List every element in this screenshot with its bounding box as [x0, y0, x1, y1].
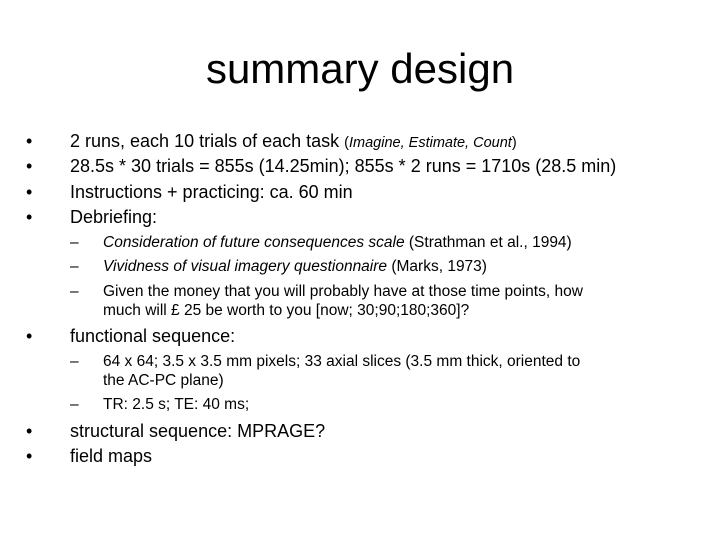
subitem-italic: Consideration of future consequences scale: [103, 234, 405, 251]
bullet-marker: •: [26, 131, 33, 151]
subitem-text: [103, 257, 703, 276]
subitem-text-line1: Given the money that you will probably have at those time points, how: [103, 283, 583, 300]
subitem-citation: (Strathman et al., 1994): [404, 234, 572, 251]
sub-bullet-marker: –: [70, 283, 79, 300]
subitem-text: [103, 233, 703, 252]
subitem-text: TR: 2.5 s; TE: 40 ms;: [103, 396, 250, 413]
bullet-text: Debriefing:: [70, 207, 158, 227]
sub-bullet-marker: –: [70, 353, 79, 370]
sub-bullet-marker: –: [70, 396, 79, 413]
paren-close: ): [511, 135, 517, 151]
slide-title: summary design: [205, 45, 515, 92]
paren-open: (: [344, 135, 349, 151]
subitem-text-line2: the AC-PC plane): [103, 372, 224, 389]
bullet-marker: •: [26, 207, 33, 227]
bullet-text: structural sequence: MPRAGE?: [70, 421, 326, 441]
bullet-marker: •: [26, 326, 33, 346]
bullet-marker: •: [26, 156, 33, 176]
task-list: Imagine, Estimate, Count: [349, 135, 512, 151]
bullet-marker: •: [26, 421, 33, 441]
subitem-citation: (Marks, 1973): [387, 258, 487, 275]
bullet-marker: •: [26, 446, 33, 466]
bullet-text: [70, 130, 710, 154]
bullet-marker: •: [26, 182, 33, 202]
bullet-main-text: 2 runs, each 10 trials of each task: [70, 131, 345, 151]
subitem-italic: Vividness of visual imagery questionnaire: [103, 258, 388, 275]
sub-bullet-marker: –: [70, 258, 79, 275]
bullet-text: field maps: [70, 446, 153, 466]
sub-bullet-marker: –: [70, 234, 79, 251]
bullet-text: Instructions + practicing: ca. 60 min: [70, 182, 353, 202]
bullet-text: functional sequence:: [70, 326, 236, 346]
subitem-text-line1: 64 x 64; 3.5 x 3.5 mm pixels; 33 axial slices (3.5 mm thick, oriented to: [103, 353, 581, 370]
subitem-text-line2: much will £ 25 be worth to you [now; 30;90;180;360]?: [103, 302, 470, 319]
bullet-text: 28.5s * 30 trials = 855s (14.25min); 855s * 2 runs = 1710s (28.5 min): [70, 156, 617, 176]
